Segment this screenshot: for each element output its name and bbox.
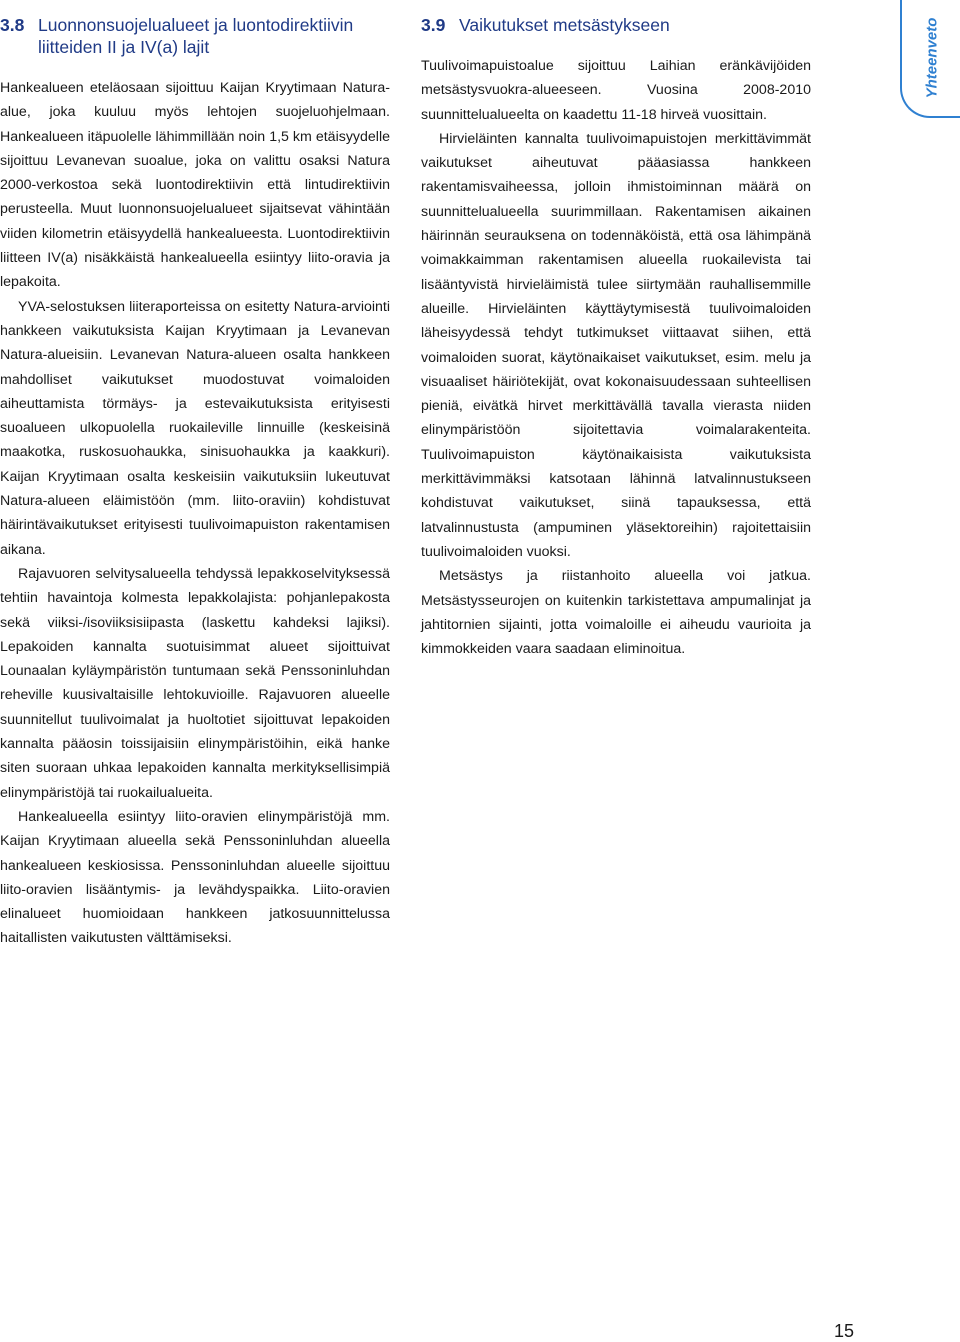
paragraph: Hirvieläinten kannalta tuulivoimapuistojen merkittävimmät vaikutukset aiheutuvat pääasiassa hankkeen rakentamisvaiheessa, jolloin ihmistoiminnan määrä on suunnittelualueella suurimmillaan. Rakentamisen aikainen häirinnän seurauksena on todennäköistä, että osa lähimpänä voimakkaimman rakentamisen alueella ruokailevista tai lisääntyvistä hirvieläimistä tulee siirtymään rauhallisemmille alueille. Hirvieläinten käyttäytymisestä tuulivoimaloiden läheisyydessä tehdyt tutkimukset viittaavat siihen, että voimaloiden suorat, käytönaikaiset vaikutukset, esim. melu ja visuaaliset häiriötekijät, ovat kokonaisuudessaan suhteellisen pieniä, eivätkä hirvet merkittävällä tavalla vierasta niiden elinympäristöön sijoitettavia voimalarakenteita. Tuulivoimapuiston käytönaikaisista vaikutuksista merkittävimmäksi katsotaan lähinnä latvalinnustukseen kohdistuvat vaikutukset, siinä tapauksessa, että latvalinnustusta (ampuminen yläsektoreihin) rajoitettaisiin tuulivoimaloiden vuoksi. [421, 130, 811, 560]
heading-number: 3.8 [0, 15, 25, 35]
side-tab-label: Yhteenveto [923, 17, 941, 99]
paragraph: Metsästys ja riistanhoito alueella voi jatkua. Metsästysseurojen on kuitenkin tarkistettava ampumalinjat ja jahtitornien sijainti, jotta voimaloille ei aiheudu vaurioita ja kimmokkeiden vaara saadaan eliminoitua. [421, 568, 811, 658]
paragraph: Hankealueen eteläosaan sijoittuu Kaijan Kryytimaan Natura-alue, joka kuuluu myös lehtojen suojeluohjelmaan. Hankealueen itäpuolelle lähimmillään noin 1,5 km etäisyydelle sijoittuu Levanevan suoalue, joka on valittu osaksi Natura 2000-verkostoa sekä luontodirektiivin että lintudirektiivin perusteella. Muut luonnonsuojelualueet sijaitsevat vähintään viiden kilometrin etäisyydellä hankealueesta. Luontodirektiivin liitteen IV(a) nisäkkäistä hankealueella esiintyy liito-oravia ja lepakoita. [0, 80, 390, 291]
paragraph: Rajavuoren selvitysalueella tehdyssä lepakkoselvityksessä tehtiin havaintoja kolmesta lepakkolajista: pohjanlepakosta sekä viiksi-/isoviiksisiipasta (laskettu kahdeksi lajiksi). Lepakoiden kannalta suotuisimmat alueet sijoittuivat Lounaalan kyläympäristön tuntumaan sekä Penssoninluhdan reheville kuusivaltaisille lehtokuvioille. Rajavuoren alueelle suunnitellut tuulivoimalat ja huoltotiet sijoittuvat lepakoiden kannalta pääosin toissijaisiin elinympäristöihin, eikä hanke siten suoraan uhkaa lepakoiden kannalta merkityksellisimpiä elinympäristöjä tai ruokailualueita. [0, 565, 390, 801]
section-heading-3-9 [421, 14, 811, 36]
paragraph: Hankealueella esiintyy liito-oravien elinympäristöjä mm. Kaijan Kryytimaan alueella sekä Penssoninluhdan alueella hankealueen keskiosissa. Penssoninluhdan alueelle sijoittuu liito-oravien lisääntymis- ja levähdyspaikka. Liito-oravien elinalueet huomioidaan hankkeen jatkosuunnittelussa haitallisten vaikutusten välttämiseksi. [0, 808, 390, 947]
page-number: 15 [833, 1321, 854, 1341]
left-column [0, 14, 390, 951]
paragraph: YVA-selostuksen liiteraporteissa on esitetty Natura-arviointi hankkeen vaikutuksista Kaijan Kryytimaan ja Levanevan Natura-alueisiin. Levanevan Natura-alueen osalta hankkeen mahdolliset vaikutukset muodostuvat voimaloiden aiheuttamista törmäys- ja estevaikutuksista erityisesti suoalueen ulkopuolella ruokaileville linnuille (keskeisinä maakotka, ruskosuohaukka, sinisuohaukka ja kaakkuri). Kaijan Kryytimaan osalta keskeisiin vaikutuksiin lukeutuvat Natura-alueen eläimistöön (mm. liito-oraviin) kohdistuvat häirintävaikutukset erityisesti tuulivoimapuiston rakentamisen aikana. [0, 298, 390, 558]
heading-number: 3.9 [421, 15, 446, 35]
paragraph: Tuulivoimapuistoalue sijoittuu Laihian eränkävijöiden metsästysvuokra-alueeseen. Vuosina 2008-2010 suunnittelualueelta on kaadettu 11-18 hirveä vuosittain. [421, 58, 811, 123]
right-column [421, 14, 811, 661]
heading-title: Vaikutukset metsästykseen [459, 15, 670, 35]
section-side-tab[interactable] [900, 0, 960, 118]
heading-title: Luonnonsuojelualueet ja luontodirektiivin liitteiden II ja IV(a) lajit [38, 15, 354, 57]
section-heading-3-8 [0, 14, 390, 58]
